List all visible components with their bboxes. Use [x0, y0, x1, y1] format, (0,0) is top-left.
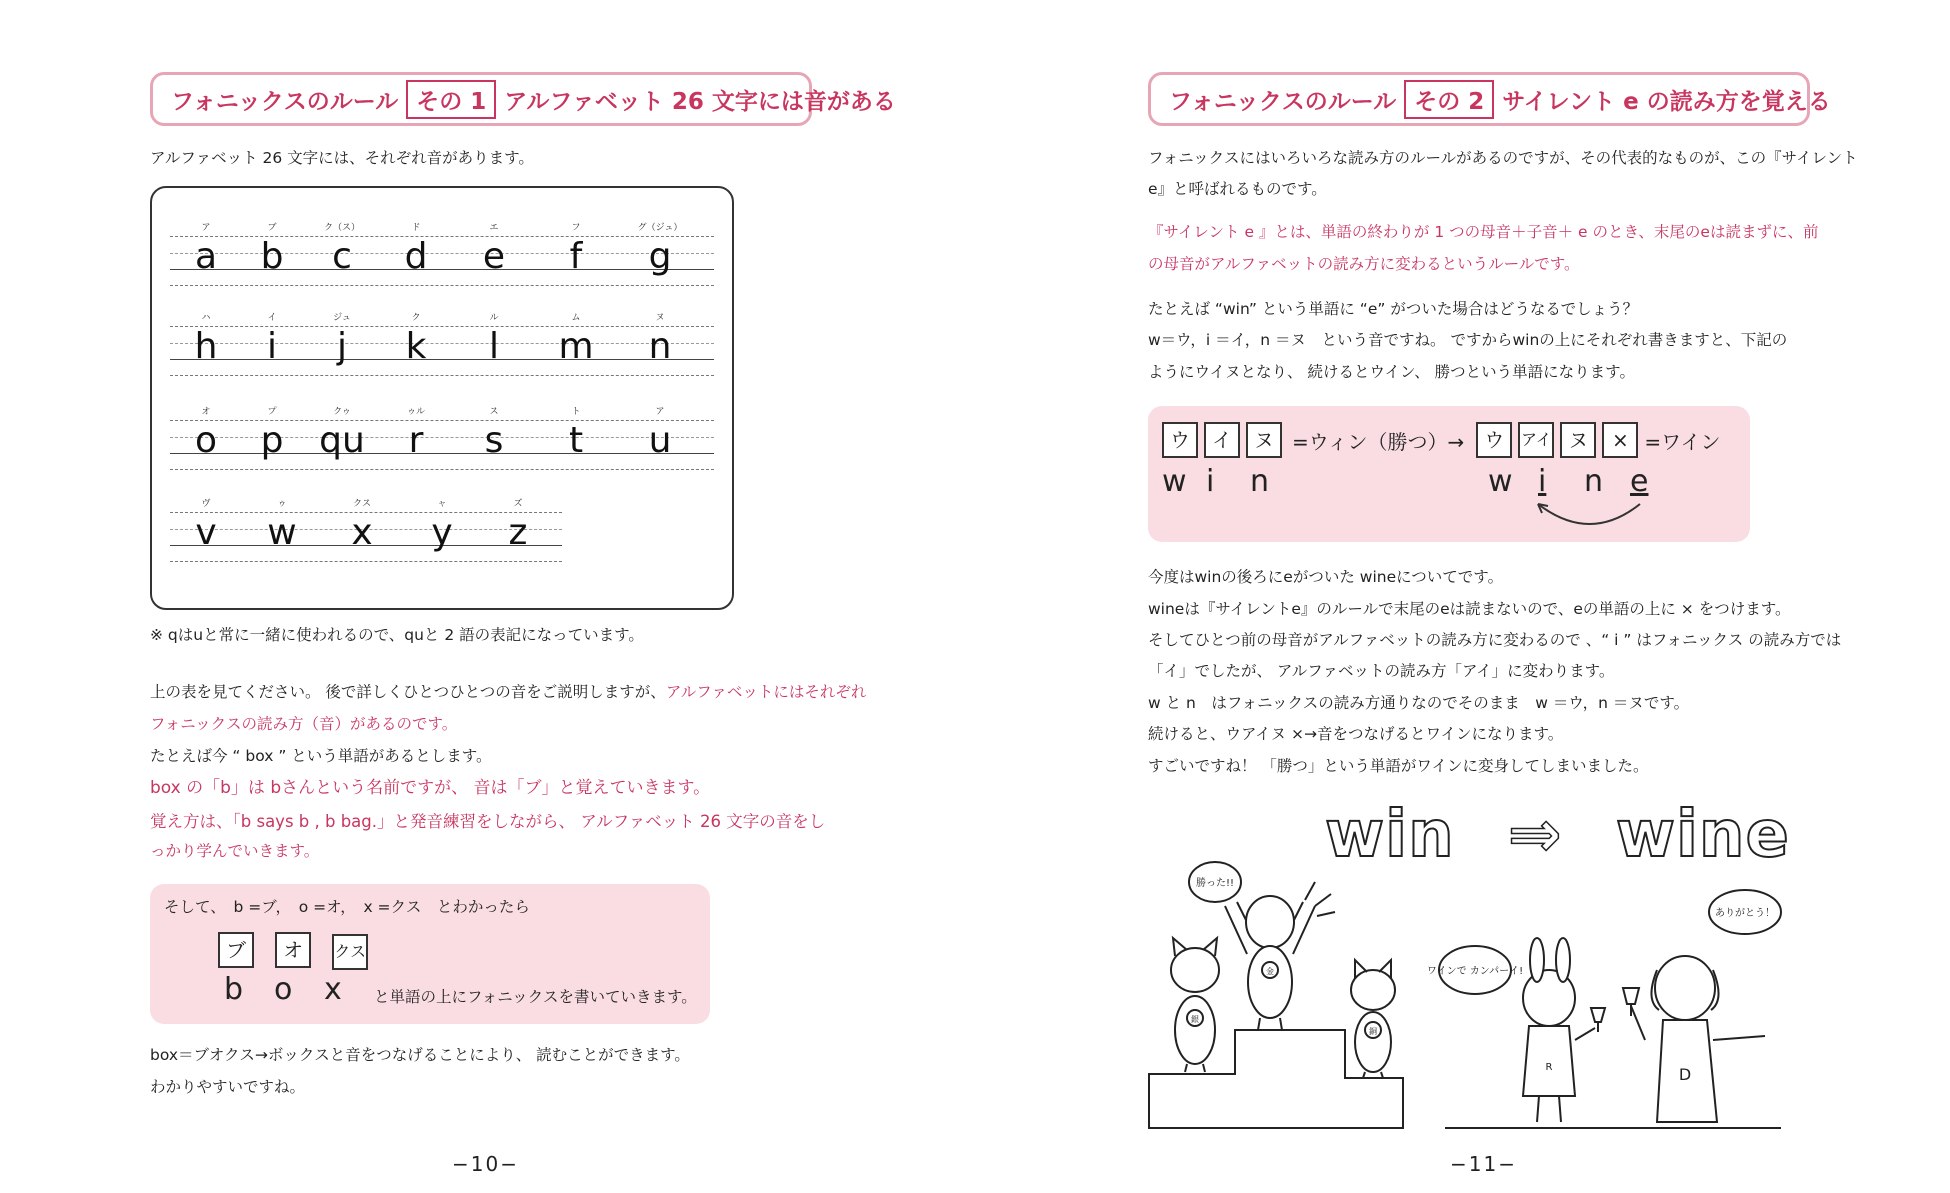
letter-f: フ f — [569, 223, 583, 277]
rule2-p3: 『サイレント e 』とは、単語の終わりが 1 つの母音＋子音＋ e のとき、末尾のeは読まずに、前 — [1148, 223, 1819, 241]
rule2-p9: wineは『サイレントe』のルールで末尾のeは読まないので、eの単語の上に × をつけます。 — [1148, 600, 1791, 618]
panel-letter-b: b — [224, 972, 244, 1007]
kana-box-ai: アイ — [1518, 422, 1554, 458]
shirt-r: R — [1545, 1062, 1553, 1073]
letter-y: ャ y — [431, 499, 453, 553]
letter-g: グ（ジュ） g — [637, 223, 683, 277]
win-meaning: =ウィン（勝つ）→ — [1292, 429, 1465, 454]
rule2-title-text: サイレント e の読み方を覚える — [1502, 88, 1831, 115]
qu-note: ※ qはuと常に一緒に使われるので、quと 2 語の表記になっています。 — [150, 626, 644, 644]
big-arrow-icon: ⇒ — [1507, 798, 1563, 872]
win-letters: w i n — [1162, 464, 1272, 499]
rule2-title-num: その 2 — [1404, 80, 1494, 119]
para-2: たとえば今 “ box ” という単語があるとします。 — [150, 747, 492, 765]
badge-silver: 銀 — [1191, 1015, 1199, 1024]
para-6: box＝ブオクス→ボックスと音をつなげることにより、 読むことができます。 — [150, 1046, 690, 1064]
letter-h: ハ h — [194, 313, 218, 367]
kana-box-o: オ — [275, 932, 311, 968]
letter-d: ド d — [404, 223, 428, 277]
rule2-p1: フォニックスにはいろいろな読み方のルールがあるのですが、その代表的なものが、この『サイレント — [1148, 149, 1858, 167]
rule2-p4: の母音がアルファベットの読み方に変わるというルールです。 — [1148, 255, 1580, 273]
page-number-10: −10− — [452, 1152, 519, 1176]
letter-e: エ e — [482, 223, 506, 277]
letter-k: ク k — [405, 313, 427, 367]
rule2-p5: たとえば “win” という単語に “e” がついた場合はどうなるでしょう？ — [1148, 300, 1639, 318]
panel-letter-o: o — [274, 972, 293, 1007]
shirt-d: D — [1678, 1065, 1692, 1084]
alphabet-table — [150, 186, 734, 610]
rule2-p13: 続けると、ウアイヌ ×→音をつなげるとワインになります。 — [1148, 725, 1564, 743]
kana-box-cross: × — [1602, 422, 1638, 458]
big-win: win — [1325, 798, 1455, 872]
panel-letters — [224, 972, 364, 1007]
letter-c: ク（ス） c — [323, 223, 360, 277]
kana-box-kusu: クス — [332, 934, 368, 970]
kana-box-u-2: ウ — [1476, 422, 1512, 458]
letter-u: ア u — [648, 407, 672, 461]
para-4: 覚え方は、「b says b , b bag.」と発音練習をしながら、 アルファベット 26 文字の音をし — [150, 812, 826, 831]
letter-qu: クゥ qu — [319, 407, 365, 461]
big-wine: wine — [1615, 798, 1790, 872]
alphabet-row-3 — [170, 406, 714, 468]
para-1: 上の表を見てください。 後で詳しくひとつひとつの音をご説明しますが、アルファベットにはそれぞれ — [150, 683, 867, 701]
alphabet-row-2 — [170, 312, 714, 374]
letter-o: オ o — [194, 407, 218, 461]
letter-w: ゥ w — [267, 499, 297, 553]
letter-z: ズ z — [508, 499, 528, 553]
rule1-title-num: その 1 — [406, 80, 496, 119]
letter-t: ト t — [568, 407, 584, 461]
letter-n: ヌ n — [648, 313, 672, 367]
rule2-p2: e』と呼ばれるものです。 — [1148, 180, 1327, 198]
podium-illustration — [1145, 860, 1795, 1140]
alphabet-intro: アルファベット 26 文字には、それぞれ音があります。 — [150, 149, 534, 167]
win-wine-panel — [1148, 406, 1750, 542]
rule2-p12: w と n はフォニックスの読み方通りなのでそのまま w ＝ウ，n ＝ヌです。 — [1148, 694, 1690, 712]
para-5: っかり学んでいきます。 — [150, 842, 320, 860]
letter-p: プ p — [260, 407, 284, 461]
wine-letters: w i n e — [1488, 464, 1649, 499]
rule2-p6: w＝ウ，i ＝イ，n ＝ヌ という音ですね。 ですからwinの上にそれぞれ書きますと、下記の — [1148, 331, 1788, 349]
letter-b: ブ b — [260, 223, 284, 277]
para-7: わかりやすいですね。 — [150, 1078, 306, 1096]
badge-gold: 金 — [1266, 967, 1274, 976]
letter-m: ム m — [558, 313, 594, 367]
rule2-title-prefix: フォニックスのルール — [1169, 88, 1397, 115]
rule2-p10: そしてひとつ前の母音がアルファベットの読み方に変わるので 、“ i ” はフォニックス の読み方では — [1148, 631, 1842, 649]
para-1-cont: フォニックスの読み方（音）があるのです。 — [150, 715, 458, 733]
page-number-11: −11− — [1450, 1152, 1517, 1176]
rule1-title-prefix: フォニックスのルール — [171, 88, 399, 115]
letter-r: ゥル r — [406, 407, 425, 461]
letter-j: ジュ j — [333, 313, 351, 367]
kana-box-nu-2: ヌ — [1560, 422, 1596, 458]
rule1-title-text: アルファベット 26 文字には音がある — [504, 88, 896, 115]
panel-line1: そして、 b =ブ， o =オ， x =クス とわかったら — [164, 898, 530, 916]
rule2-p11: 「イ」でしたが、 アルファベットの読み方「アイ」に変わります。 — [1148, 662, 1615, 680]
rule1-title — [150, 72, 896, 126]
kana-box-u: ウ — [1162, 422, 1198, 458]
letter-l: ル l — [488, 313, 499, 367]
win-wine-kana-row — [1162, 422, 1721, 458]
wine-meaning: =ワイン — [1644, 429, 1721, 454]
rule2-p7: ようにウイヌとなり、 続けるとウイン、 勝つという単語になります。 — [1148, 363, 1635, 381]
kana-box-nu: ヌ — [1246, 422, 1282, 458]
letter-x: クス x — [351, 499, 373, 553]
badge-bronze: 銅 — [1369, 1027, 1377, 1036]
panel-tail: と単語の上にフォニックスを書いていきます。 — [374, 988, 697, 1006]
rule2-p14: すごいですね！ 「勝つ」という単語がワインに変身してしまいました。 — [1148, 757, 1649, 775]
rule2-title — [1148, 72, 1831, 126]
para-3: box の「b」は bさんという名前ですが、 音は「ブ」と覚えていきます。 — [150, 778, 711, 798]
kana-box-bu: ブ — [218, 932, 254, 968]
box-example-panel — [150, 884, 710, 1024]
right-page — [975, 0, 1950, 1193]
bubble-kanpai: ワインで カンパーイ! — [1426, 966, 1524, 977]
alphabet-row-4 — [170, 498, 562, 560]
kana-box-i: イ — [1204, 422, 1240, 458]
panel-kana-boxes — [218, 932, 374, 970]
panel-letter-x: x — [324, 972, 342, 1007]
letter-v: ヴ v — [195, 499, 217, 553]
silent-e-arrow-icon — [1528, 500, 1648, 534]
bubble-arigatou: ありがとう！ — [1715, 908, 1775, 919]
letter-s: ス s — [484, 407, 504, 461]
letter-i: イ i — [266, 313, 277, 367]
rule2-p8: 今度はwinの後ろにeがついた wineについてです。 — [1148, 568, 1504, 586]
letter-a: ア a — [194, 223, 218, 277]
bubble-katta: 勝った!! — [1195, 878, 1235, 889]
alphabet-row-1 — [170, 222, 714, 284]
